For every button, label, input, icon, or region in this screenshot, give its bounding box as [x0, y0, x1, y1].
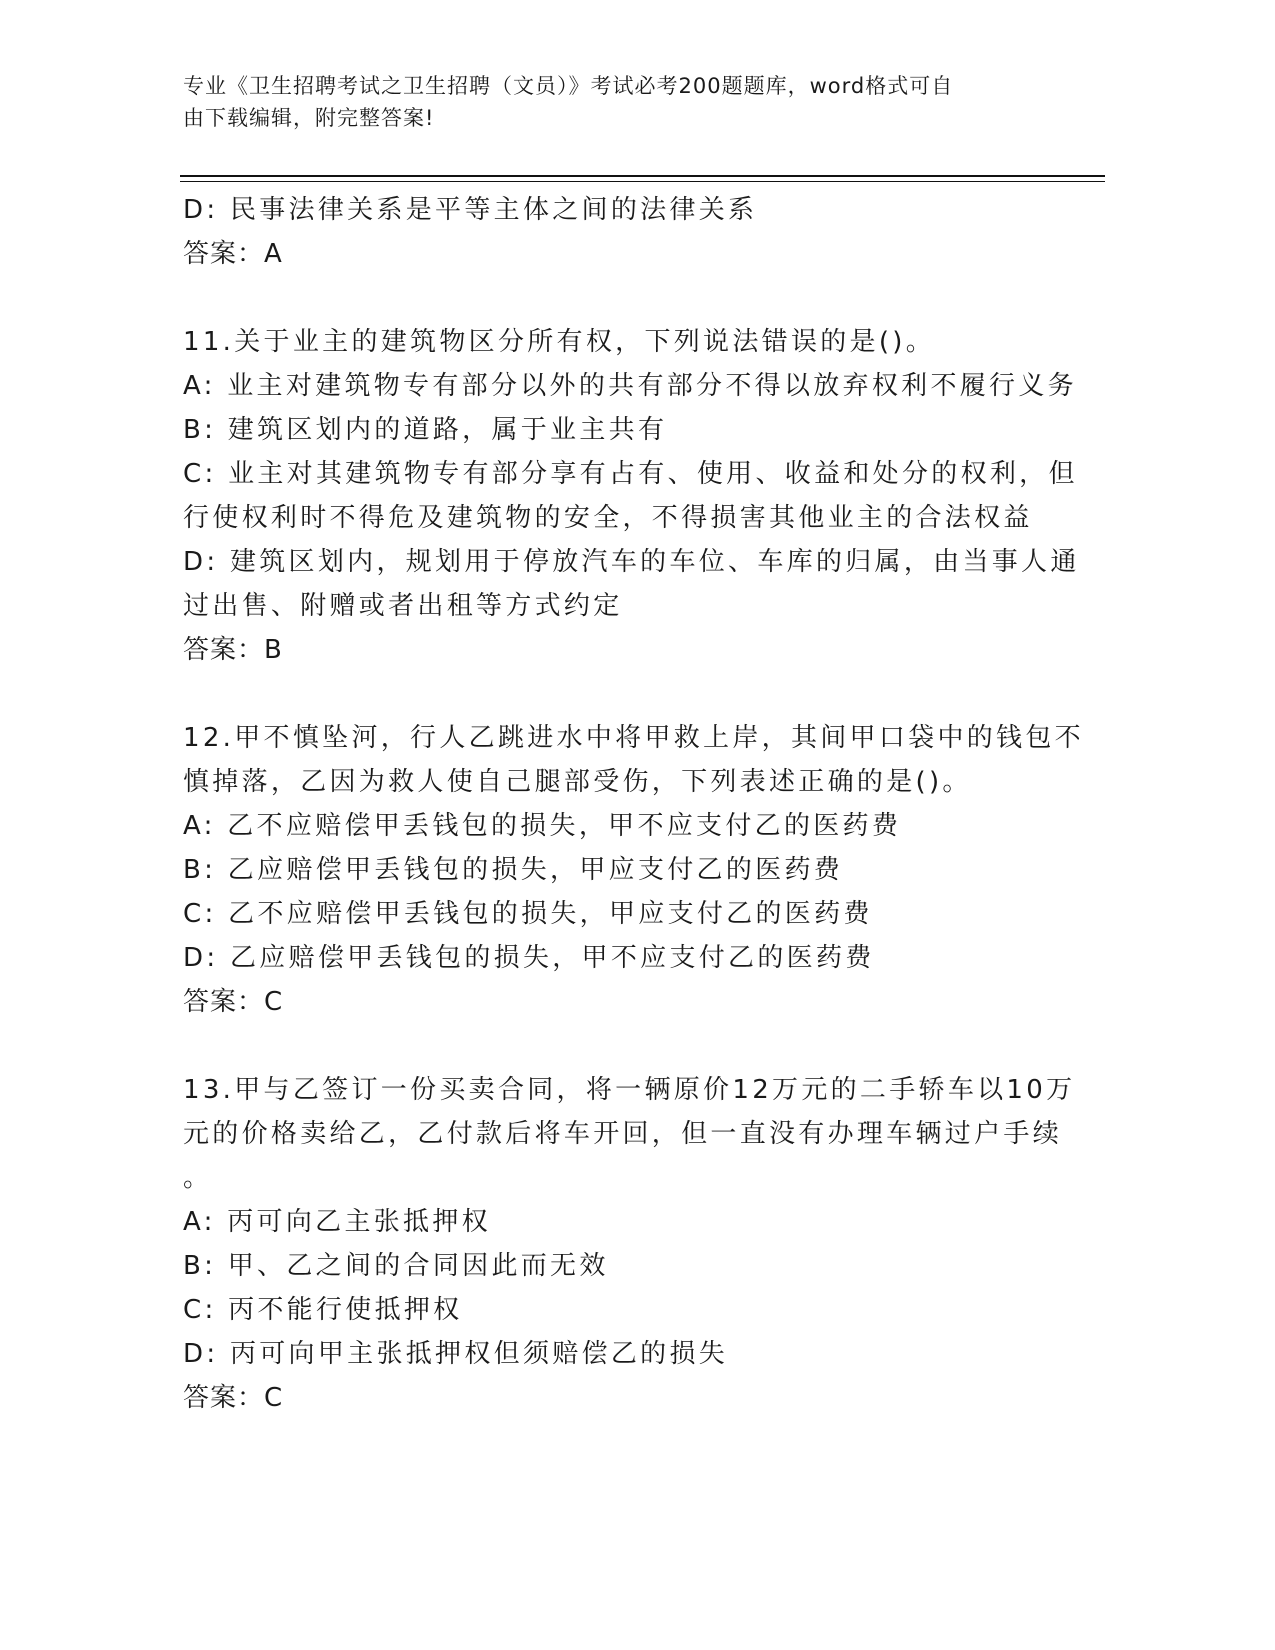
option-b: B: 甲、乙之间的合同因此而无效 [183, 1251, 609, 1281]
spacer [183, 1024, 1053, 1068]
question-stem-line-1: 13.甲与乙签订一份买卖合同，将一辆原价12万元的二手轿车以10万 [183, 1075, 1076, 1105]
option-b: B: 建筑区划内的道路，属于业主共有 [183, 415, 668, 445]
question-12 [183, 716, 1084, 1024]
spacer [183, 672, 1053, 716]
answer-label: 答案：A [183, 239, 283, 269]
answer-label: 答案：B [183, 635, 283, 665]
question-stem: 11.关于业主的建筑物区分所有权，下列说法错误的是()。 [183, 327, 936, 357]
option-c-line-1: C: 业主对其建筑物专有部分享有占有、使用、收益和处分的权利，但 [183, 459, 1078, 489]
question-stem-line-2: 元的价格卖给乙，乙付款后将车开回，但一直没有办理车辆过户手续 [183, 1119, 1063, 1149]
option-c-line-2: 行使权利时不得危及建筑物的安全，不得损害其他业主的合法权益 [183, 503, 1033, 533]
header-line-2: 由下载编辑，附完整答案! [183, 106, 435, 130]
header-line-1: 专业《卫生招聘考试之卫生招聘（文员）》考试必考200题题库，word格式可自 [183, 74, 954, 98]
option-c: C: 丙不能行使抵押权 [183, 1295, 463, 1325]
answer-label: 答案：C [183, 1383, 284, 1413]
question-stem-line-1: 12.甲不慎坠河，行人乙跳进水中将甲救上岸，其间甲口袋中的钱包不 [183, 723, 1084, 753]
option-c: C: 乙不应赔偿甲丢钱包的损失，甲应支付乙的医药费 [183, 899, 873, 929]
question-11 [183, 320, 1080, 672]
option-d: D: 民事法律关系是平等主体之间的法律关系 [183, 195, 758, 225]
question-content [183, 188, 1084, 1420]
answer-label: 答案：C [183, 987, 284, 1017]
page-header [183, 70, 1063, 134]
question-13 [183, 1068, 1076, 1420]
spacer [183, 276, 1053, 320]
option-a: A: 丙可向乙主张抵押权 [183, 1207, 491, 1237]
option-d: D: 丙可向甲主张抵押权但须赔偿乙的损失 [183, 1339, 729, 1369]
option-d-line-2: 过出售、附赠或者出租等方式约定 [183, 591, 623, 621]
header-divider-thin [180, 181, 1105, 182]
question-stem-line-3: 。 [183, 1163, 213, 1193]
option-d: D: 乙应赔偿甲丢钱包的损失，甲不应支付乙的医药费 [183, 943, 875, 973]
option-a: A: 乙不应赔偿甲丢钱包的损失，甲不应支付乙的医药费 [183, 811, 902, 841]
option-a: A: 业主对建筑物专有部分以外的共有部分不得以放弃权利不履行义务 [183, 371, 1077, 401]
header-divider-thick [180, 175, 1105, 177]
option-d-line-1: D: 建筑区划内，规划用于停放汽车的车位、车库的归属，由当事人通 [183, 547, 1080, 577]
question-stem-line-2: 慎掉落，乙因为救人使自己腿部受伤，下列表述正确的是()。 [183, 767, 972, 797]
option-b: B: 乙应赔偿甲丢钱包的损失，甲应支付乙的医药费 [183, 855, 844, 885]
question-10-tail [183, 188, 1053, 276]
